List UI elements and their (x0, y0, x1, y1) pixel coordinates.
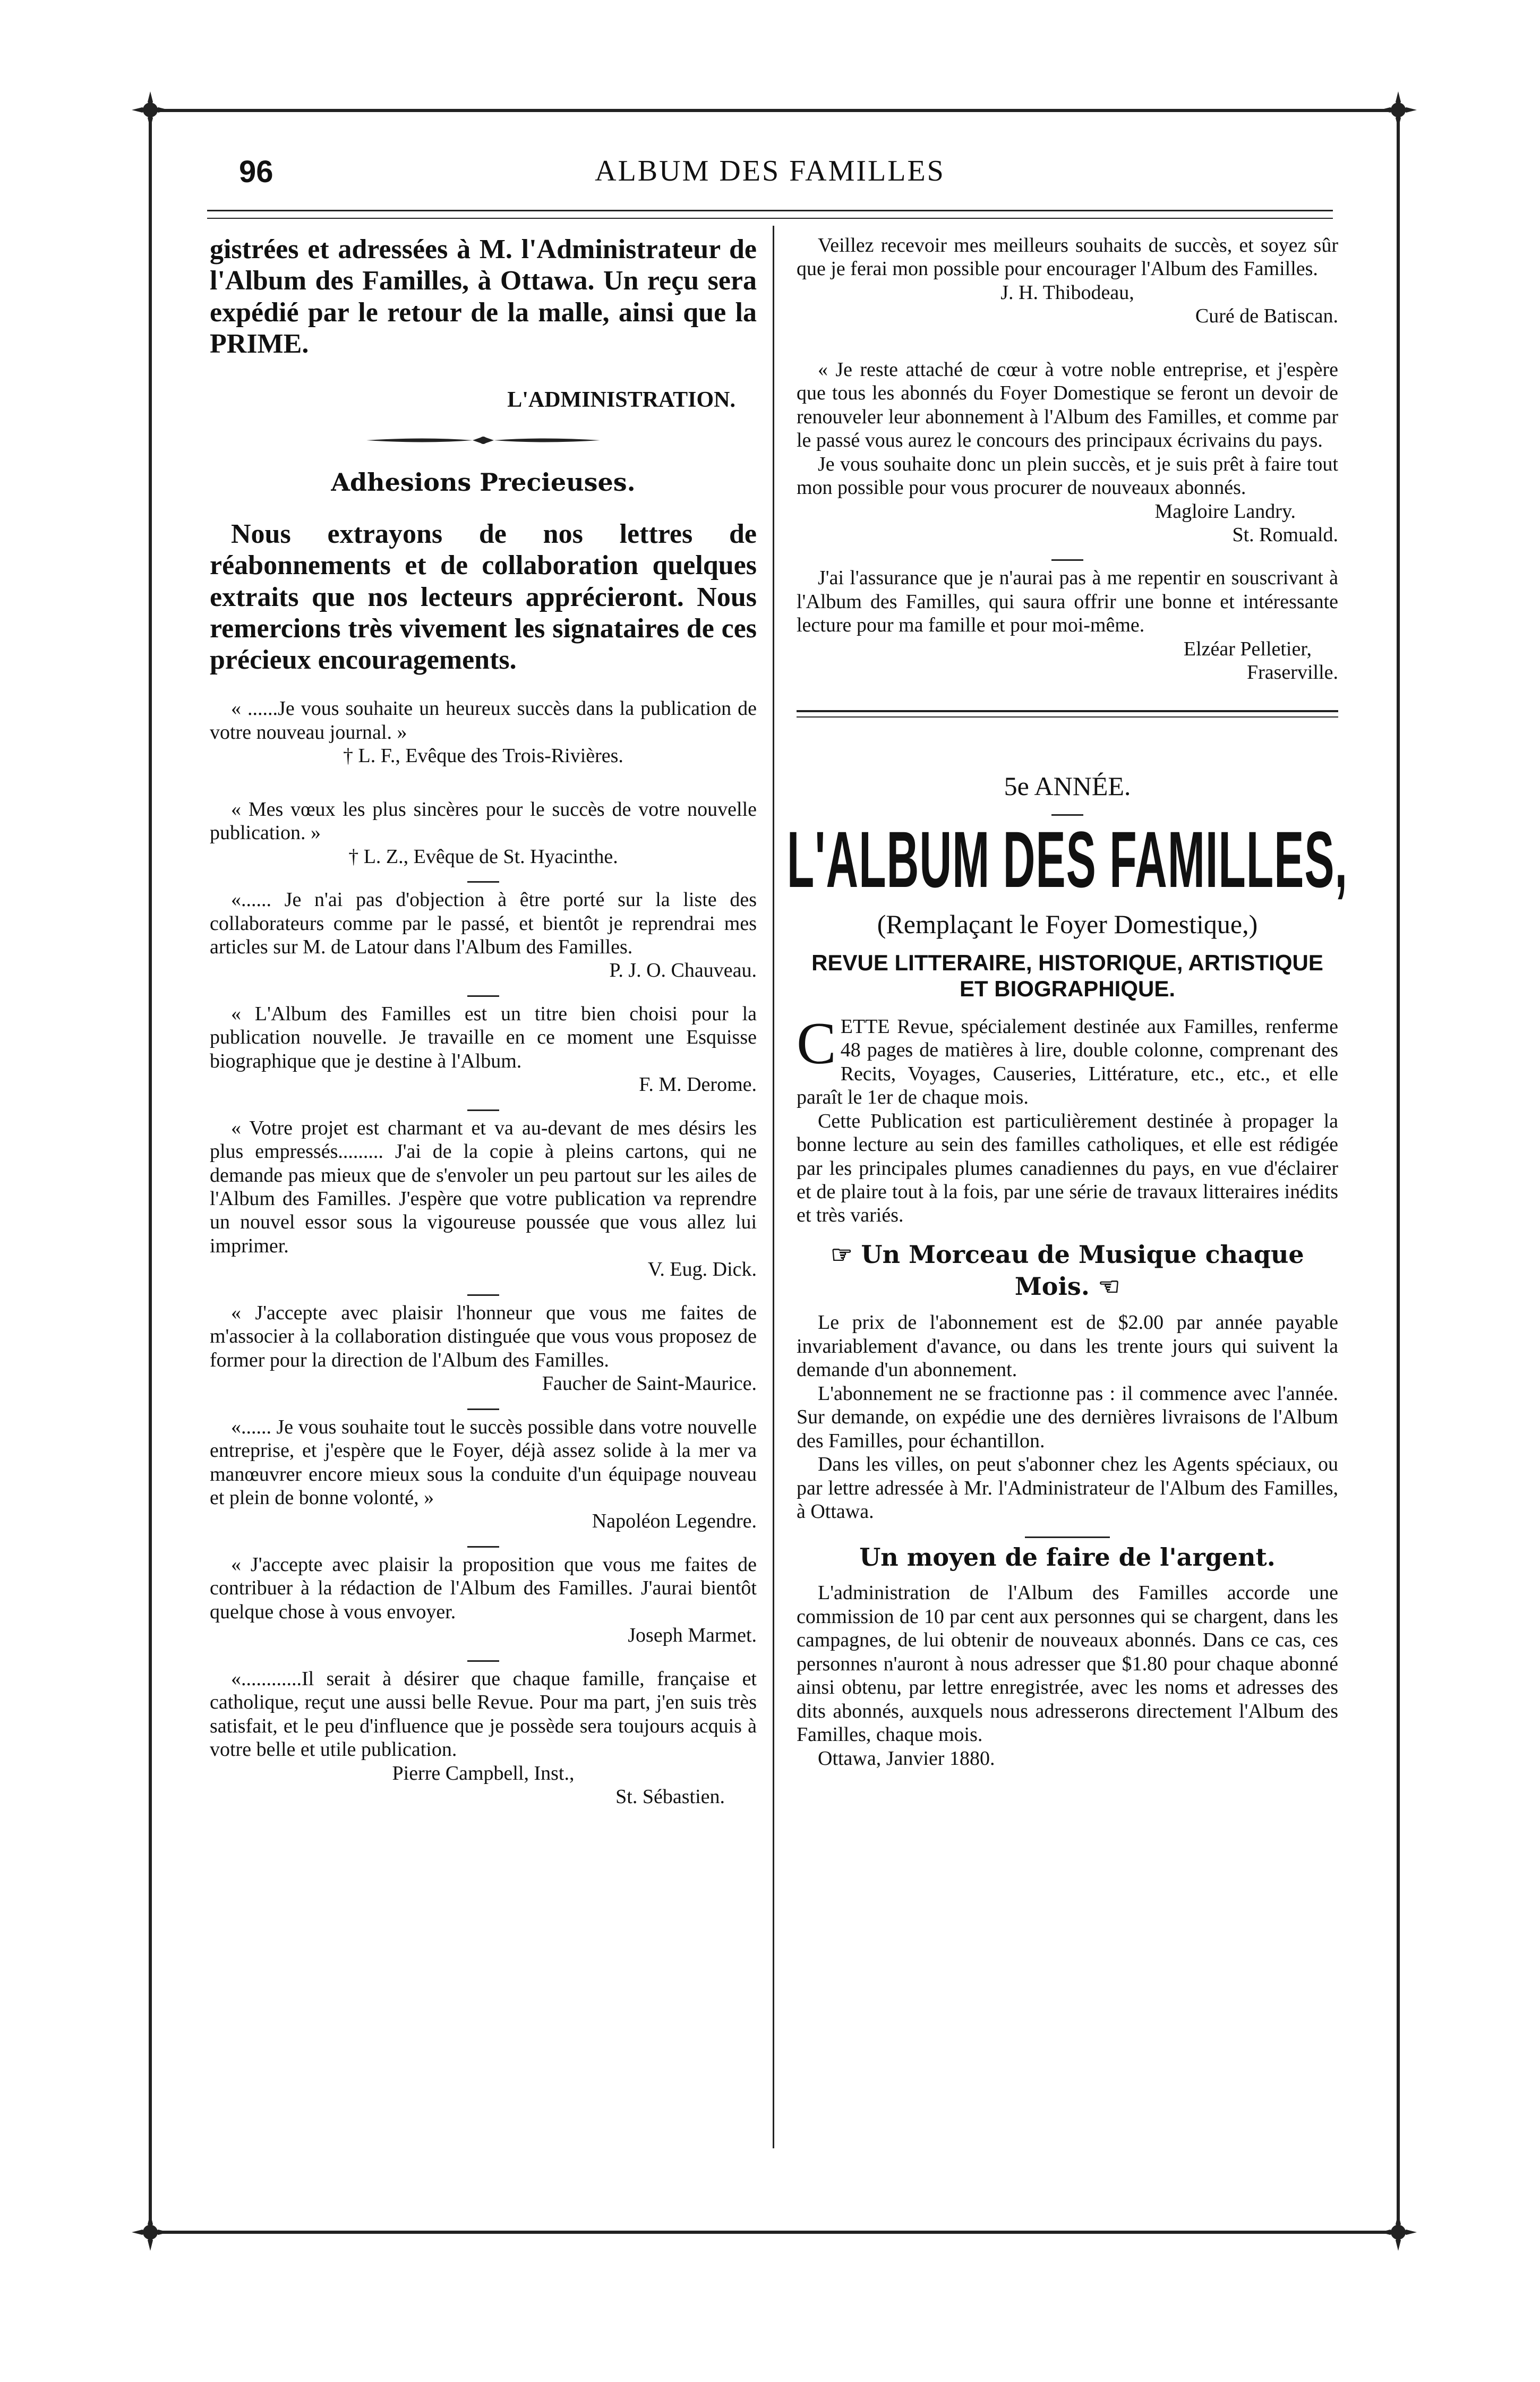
page-header (207, 154, 1333, 197)
column-separator (773, 226, 774, 2148)
letter-signature: Elzéar Pelletier, (1183, 637, 1312, 660)
frame-right-rule (1397, 109, 1400, 2233)
left-column (210, 234, 757, 1808)
letter-text: « Je reste attaché de cœur à votre noble entreprise, et j'espère que tous les abonnés du Foyer Domestique se feront un devoir de renouveler leur abonnement à l'Album des Familles, et comme par le passé vous aurez le concours des principaux écrivains du pays. (797, 358, 1338, 452)
corner-ornament-icon (1380, 2214, 1417, 2251)
year-label: 5e ANNÉE. (1004, 771, 1131, 801)
drop-cap: C (797, 1010, 836, 1077)
letter-signature-place: St. Sébastien. (615, 1786, 725, 1808)
letter-text: « J'accepte avec plaisir l'honneur que vous me faites de m'associer à la collaboration distinguée que vous vous proposez de former pour la direction de l'Album des Familles. (210, 1301, 757, 1371)
letter-text: «............Il serait à désirer que chaque famille, française et catholique, reçut une aussi belle Revue. Pour ma part, j'en suis très satisfait, et le peu d'influence que je possède sera toujours acquis à votre belle et utile publication. (210, 1667, 757, 1761)
letter-signature: J. H. Thibodeau, (1000, 281, 1134, 304)
letter-signature: † L. Z., Evêque de St. Hyacinthe. (348, 845, 618, 868)
commission-paragraph: L'administration de l'Album des Familles accorde une commission de 10 par cent aux personnes qui se chargent, dans les campagnes, de lui obtenir de nouveaux abonnés. Dans ce cas, ces personnes n'auront à nous adresser que $1.80 pour chaque abonné ainsi obtenu, par lettre enregistrée, avec les noms et adresses des dits abonnés, auxquels nous adresserons directement l'Album des Familles, chaque mois. (797, 1582, 1338, 1746)
letter-text: Veillez recevoir mes meilleurs souhaits de succès, et soyez sûr que je ferai mon possible pour encourager l'Album des Familles. (797, 234, 1338, 280)
subscription-agents: Dans les villes, on peut s'abonner chez les Agents spéciaux, ou par lettre adressée à Mr. l'Administrateur de l'Album des Familles, à Ottawa. (797, 1453, 1338, 1523)
music-announcement (797, 1239, 1338, 1303)
letter-signature: Napoléon Legendre. (592, 1510, 757, 1533)
letter-signature: Magloire Landry. (1154, 500, 1296, 523)
divider (467, 1408, 499, 1410)
masthead-subtitle: (Remplaçant le Foyer Domestique,) (877, 909, 1258, 940)
divider (467, 1294, 499, 1296)
divider (467, 881, 499, 883)
music-text: Un Morceau de Musique chaque Mois. (861, 1240, 1304, 1301)
lead-paragraph: Nous extrayons de nos lettres de réabonnements et de collaboration quelques extraits que nos lecteurs apprécieront. Nous remercions très vivement les signataires de ces précieux encouragements. (210, 519, 757, 676)
letter-text: « J'accepte avec plaisir la proposition que vous me faites de contribuer à la rédaction de l'Album des Familles. J'aurai bientôt quelque chose à vous envoyer. (210, 1553, 757, 1623)
letter-signature: † L. F., Evêque des Trois-Rivières. (343, 745, 623, 767)
running-title: ALBUM DES FAMILLES (595, 155, 945, 187)
letter-signature-place: Curé de Batiscan. (1195, 305, 1338, 328)
letter-text: « Mes vœux les plus sincères pour le succès de votre nouvelle publication. » (210, 798, 757, 844)
description-text: ETTE Revue, spécialement destinée aux Familles, renferme 48 pages de matières à lire, double colonne, comprenant des Recits, Voyages, Causeries, Littérature, etc., etc., et elle paraît le 1er de chaque mois. (797, 1015, 1338, 1109)
dateline: Ottawa, Janvier 1880. (818, 1747, 995, 1770)
divider (467, 1546, 499, 1548)
header-rule (207, 210, 1333, 211)
corner-ornament-icon (132, 91, 169, 129)
letter-signature-place: St. Romuald. (1232, 523, 1338, 546)
letter-text: «...... Je n'ai pas d'objection à être porté sur la liste des collaborateurs comme par le passé, et bientôt je reprendrai mes articles sur M. de Latour dans l'Album des Familles. (210, 889, 757, 958)
divider (467, 1660, 499, 1662)
letter-signature: F. M. Derome. (639, 1073, 757, 1096)
letter-text: « ......Je vous souhaite un heureux succès dans la publication de votre nouveau journal. » (210, 697, 757, 744)
header-rule-thin (207, 218, 1333, 219)
letter-text: Je vous souhaite donc un plein succès, et je suis prêt à faire tout mon possible pour vous procurer de nouveaux abonnés. (797, 453, 1338, 499)
divider (1051, 559, 1083, 561)
letter-signature: Pierre Campbell, Inst., (392, 1762, 575, 1785)
divider (1025, 1536, 1110, 1538)
corner-ornament-icon (1380, 91, 1417, 129)
pointing-hand-icon: ☞ (831, 1240, 861, 1269)
frame-bottom-rule (154, 2231, 1397, 2234)
section-title: Adhesions Precieuses. (331, 468, 636, 497)
letter-signature: V. Eug. Dick. (647, 1258, 757, 1281)
subscription-price: Le prix de l'abonnement est de $2.00 par année payable invariablement d'avance, ou dans les trente jours qui suivent la demande d'un abonnement. (797, 1311, 1338, 1381)
moyen-title: Un moyen de faire de l'argent. (859, 1542, 1276, 1572)
letter-signature: Joseph Marmet. (628, 1624, 757, 1647)
intro-text: gistrées et adressées à M. l'Administrateur de l'Album des Familles, à Ottawa. Un reçu sera expédié par le retour de la malle, ainsi que la PRIME. (210, 234, 757, 359)
letter-text: « Votre projet est charmant et va au-devant de mes désirs les plus empressés......... J'ai de la copie à pleins cartons, qui ne demande pas mieux que de s'envoler un peu partout sur les ailes de l'Album des Familles. J'espère que votre publication va reprendre un nouvel essor sous la vigoureuse poussée que vous allez lui imprimer. (210, 1116, 757, 1257)
frame-left-rule (149, 109, 152, 2233)
letter-text: J'ai l'assurance que je n'aurai pas à me repentir en souscrivant à l'Album des Familles, qui saura offrir une bonne et intéressante lecture pour ma famille et pour moi-même. (797, 567, 1338, 637)
divider (467, 1109, 499, 1111)
pointing-hand-icon: ☜ (1089, 1271, 1120, 1301)
right-column (786, 234, 1348, 1770)
letter-signature: P. J. O. Chauveau. (609, 959, 757, 982)
masthead-title: L'ALBUM DES FAMILLES, (786, 815, 1348, 904)
divider (467, 995, 499, 997)
administration-signature: L'ADMINISTRATION. (507, 388, 735, 413)
subscription-terms: L'abonnement ne se fractionne pas : il commence avec l'année. Sur demande, on expédie une des dernières livraisons de l'Album des Familles, pour échantillon. (797, 1382, 1338, 1452)
frame-top-rule (154, 109, 1397, 112)
letter-signature: Faucher de Saint-Maurice. (542, 1372, 757, 1395)
page-number: 96 (239, 155, 273, 189)
letter-text: « L'Album des Familles est un titre bien choisi pour la publication nouvelle. Je travaille en ce moment une Esquisse biographique que je destine à l'Album. (210, 1002, 757, 1072)
ornamental-rule-icon (366, 434, 600, 446)
revue-description: REVUE LITTERAIRE, HISTORIQUE, ARTISTIQUE ET BIOGRAPHIQUE. (811, 950, 1323, 1002)
corner-ornament-icon (132, 2214, 169, 2251)
description-paragraph (797, 1010, 1338, 1109)
letter-signature-place: Fraserville. (1246, 661, 1338, 684)
letter-text: «...... Je vous souhaite tout le succès possible dans votre nouvelle entreprise, et j'espère que le Foyer, déjà assez solide à la mer va manœuvrer encore mieux sous la conduite d'un équipage nouveau et plein de bonne volonté, » (210, 1415, 757, 1509)
description-paragraph-2: Cette Publication est particulièrement destinée à propager la bonne lecture au sein des familles catholiques, et elle est rédigée par les principales plumes canadiennes du pays, en vue d'éclairer et de plaire tout à la fois, par une série de travaux litteraires inédits et très variés. (797, 1109, 1338, 1227)
section-divider (797, 710, 1338, 718)
